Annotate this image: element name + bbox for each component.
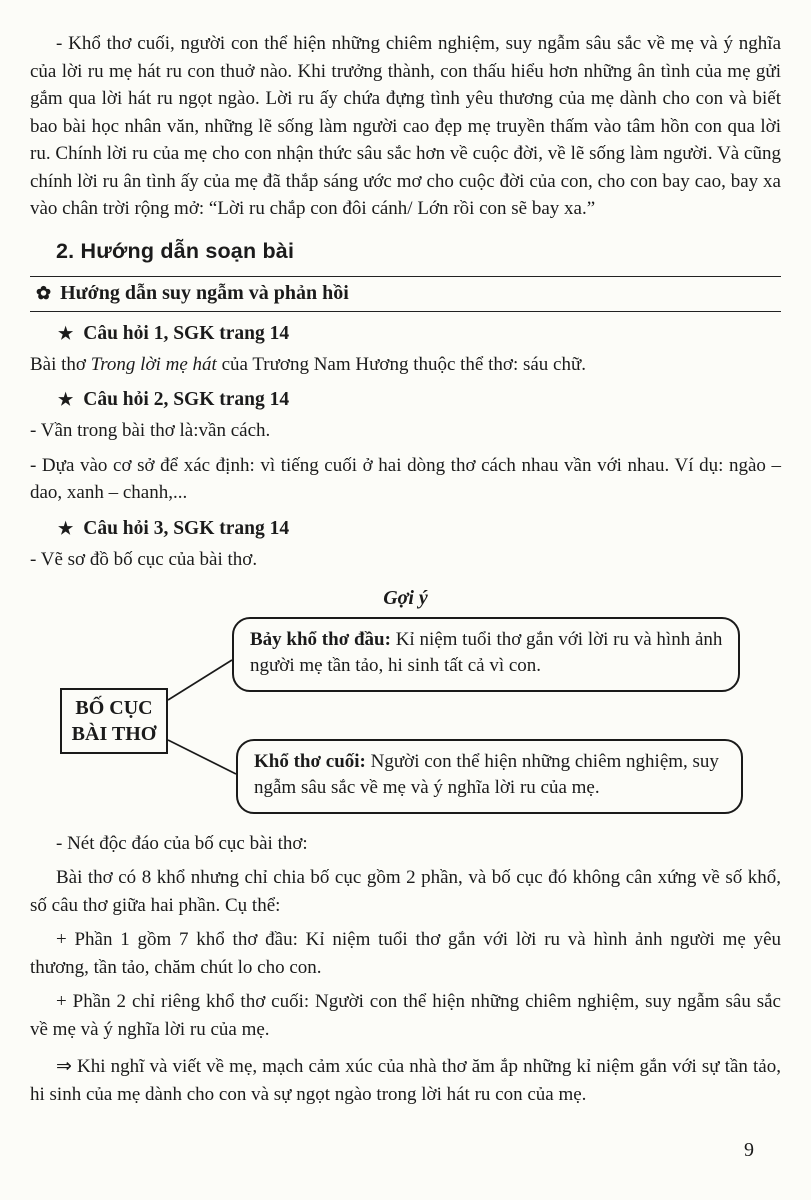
analysis-intro-line: - Nét độc đáo của bố cục bài thơ: <box>56 832 308 854</box>
diagram-branch-1 <box>232 617 740 692</box>
question-2-answer-line-2: - Dựa vào cơ sở để xác định: vì tiếng cuối ở hai dòng thơ cách nhau vần với nhau. Ví dụ: ngào – dao, xanh – chanh,... <box>30 454 781 504</box>
question-3-title <box>58 518 781 540</box>
question-1-answer <box>30 351 781 379</box>
intro-paragraph <box>30 30 781 223</box>
analysis-paragraph-3: + Phần 2 chỉ riêng khổ thơ cuối: Người con thể hiện những chiêm nghiệm, suy ngẫm sâu sắc về mẹ và ý nghĩa lời ru của mẹ. <box>30 991 781 1040</box>
diagram-branch-2 <box>236 739 743 814</box>
intro-text: - Khổ thơ cuối, người con thể hiện những chiêm nghiệm, suy ngẫm sâu sắc về mẹ và ý nghĩa của lời ru mẹ hát ru con thuở nào. Khi trưởng thành, con thấu hiểu hơn những ân tình của mẹ gửi gắm qua lời hát ru ngọt ngào. Lời ru ấy chứa đựng tình yêu thương của mẹ dành cho con và biết bao bài học nhân văn, những lẽ sống làm người cao đẹp mẹ truyền thấm vào tâm hồn con qua lời ru. Chính lời ru của mẹ cho con nhận thức sâu sắc hơn về cuộc đời, về lẽ sống làm người. Và cũng chính lời ru ân tình ấy của mẹ đã thắp sáng ước mơ cho cuộc đời của con, cho con bay cao, bay xa vào chân trời rộng mở: <box>30 33 781 220</box>
question-3-answer: - Vẽ sơ đồ bố cục của bài thơ. <box>30 549 258 571</box>
question-1-title <box>58 323 781 345</box>
question-2-answer-line-1: - Vần trong bài thơ là:vần cách. <box>30 420 271 442</box>
hint-label: Gợi ý <box>383 586 428 609</box>
branch-2-text: Người con thể hiện những chiêm nghiệm, suy ngẫm sâu sắc về mẹ và ý nghĩa lời ru của mẹ. <box>254 750 719 799</box>
conclusion-text: Khi nghĩ và viết về mẹ, mạch cảm xúc của nhà thơ ăm ắp những kỉ niệm gắn với sự tần tảo, hi sinh của mẹ dành cho con và sự ngọt ngào trong lời hát ru con của mẹ. <box>30 1056 781 1105</box>
star-icon: ★ <box>58 390 74 410</box>
branch-2-title: Khổ thơ cuối: <box>254 750 366 772</box>
question-2-title <box>58 389 781 411</box>
root-box-line-1: BỐ CỤC <box>75 696 153 719</box>
star-icon: ★ <box>58 323 74 343</box>
page-number: 9 <box>744 1139 754 1161</box>
branch-1-text: Kỉ niệm tuổi thơ gắn với lời ru và hình ảnh người mẹ tần tảo, hi sinh tất cả vì con. <box>250 628 723 677</box>
analysis-paragraph-1: Bài thơ có 8 khổ nhưng chỉ chia bố cục gồm 2 phần, và bố cục đó không cân xứng về số khổ, số câu thơ giữa hai phần. Cụ thể: <box>30 867 781 916</box>
question-3-label: Câu hỏi 3, SGK trang 14 <box>83 518 290 540</box>
root-box-line-2: BÀI THƠ <box>71 722 157 745</box>
question-2-label: Câu hỏi 2, SGK trang 14 <box>83 389 290 411</box>
answer-1-pre: Bài thơ <box>30 353 91 375</box>
analysis-paragraph-2: + Phần 1 gồm 7 khổ thơ đầu: Kỉ niệm tuổi thơ gắn với lời ru và hình ảnh người mẹ yêu thương, tần tảo, chăm chút lo cho con. <box>30 929 781 978</box>
answer-1-post: của Trương Nam Hương thuộc thể thơ: sáu chữ. <box>216 353 587 375</box>
guide-banner <box>30 276 781 312</box>
section-heading: 2. Hướng dẫn soạn bài <box>56 238 295 263</box>
guide-banner-label: Hướng dẫn suy ngẫm và phản hồi <box>60 281 349 304</box>
branch-1-title: Bảy khổ thơ đầu: <box>250 628 391 650</box>
flower-icon: ✿ <box>36 282 52 303</box>
double-arrow-icon: ⇒ <box>56 1056 72 1078</box>
star-icon: ★ <box>58 519 74 539</box>
diagram-root-box <box>60 688 168 754</box>
poem-title: Trong lời mẹ hát <box>90 353 217 375</box>
intro-quote: “Lời ru chắp con đôi cánh/ Lớn rồi con sẽ bay xa.” <box>208 198 596 220</box>
question-1-label: Câu hỏi 1, SGK trang 14 <box>83 322 290 344</box>
analysis-conclusion <box>30 1053 781 1108</box>
structure-diagram <box>30 614 781 826</box>
